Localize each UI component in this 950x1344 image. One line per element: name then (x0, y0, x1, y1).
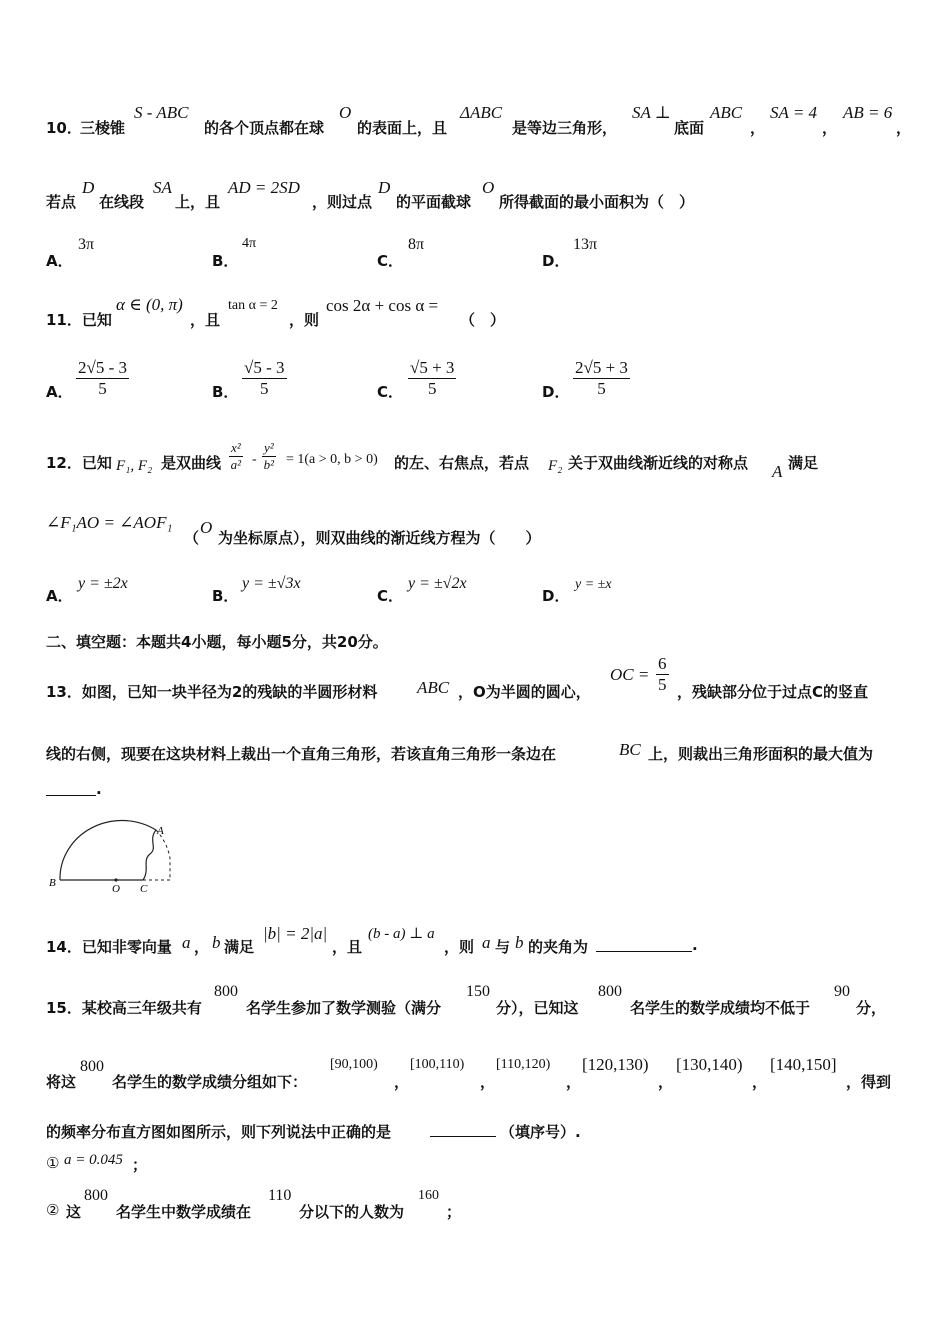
q13-lead-text: 13．如图，已知一块半径为2的残缺的半圆形材料 (46, 683, 378, 701)
q14-math-a: a (182, 933, 191, 952)
q15-text-9: （填序号）. (500, 1123, 581, 1141)
q14-answer-blank[interactable] (596, 951, 692, 952)
q13-figure-missing-arc (156, 830, 170, 880)
q10-math-d2: D (378, 178, 391, 197)
q15-statement-2-end: ； (446, 1203, 462, 1221)
q13-text-4: 上，则裁出三角形面积的最大值为 (648, 745, 874, 763)
q12-math-condition: = 1(a > 0, b > 0) (286, 452, 378, 467)
q12-math-o: O (200, 518, 213, 537)
q13-figure-center-point (114, 878, 117, 881)
q14-text-1: ， (194, 938, 210, 956)
q12-fraction-y-numerator: y² (264, 440, 274, 455)
q10-option-c-label: C． (377, 252, 404, 270)
q12-option-d-value: y = ±x (575, 577, 612, 592)
q10-option-d-value: 13π (573, 236, 598, 253)
q15-statement-2-110: 110 (268, 1187, 292, 1204)
q11-option-a-numerator: 2√5 - 3 (78, 358, 127, 377)
q10-text-5: 底面 (674, 119, 705, 137)
q14-text-3: ，且 (332, 938, 363, 956)
q11-text-2: ，则 (289, 311, 320, 329)
q12-option-b-label: B． (212, 587, 239, 605)
q10-option-a-label: A． (46, 252, 73, 270)
q15-statement-1-end: ； (132, 1156, 148, 1174)
q15-statement-1-mark: ① (46, 1154, 60, 1172)
q14-text-4: ，则 (444, 938, 475, 956)
q14-text-7: . (692, 936, 698, 954)
q10-math-sa: SA (153, 178, 172, 197)
q12-math-a: A (772, 462, 783, 481)
q12-option-b-value: y = ±√3x (242, 575, 301, 592)
q11-option-a-fraction (76, 358, 129, 399)
q15-lead-text: 15．某校高三年级共有 (46, 999, 202, 1017)
q10-math-d: D (82, 178, 95, 197)
q10-math-o2: O (482, 178, 495, 197)
section-2-heading: 二、填空题：本题共4小题，每小题5分，共20分。 (46, 633, 388, 651)
q11-text-3: （ ） (460, 311, 506, 329)
q10-text-2: 的各个顶点都在球 (204, 119, 325, 137)
q13-text-5: . (96, 780, 102, 798)
q13-figure-broken-edge (143, 830, 156, 880)
q15-answer-blank[interactable] (430, 1136, 496, 1137)
q10-text-8: 上，且 (175, 193, 221, 211)
q10-math-sabc: S - ABC (134, 103, 189, 122)
q12-math-angle: ∠F₁AO = ∠AOF₁ (46, 513, 173, 532)
q11-math-tan: tan α = 2 (228, 298, 278, 313)
q15-group-5: [130,140) (676, 1055, 743, 1074)
q12-fraction-x-denominator: a² (230, 457, 242, 472)
q11-option-c-numerator: √5 + 3 (410, 358, 455, 377)
q10-text-6: 若点 (46, 193, 77, 211)
q15-text-8: 的频率分布直方图如图所示，则下列说法中正确的是 (46, 1123, 392, 1141)
q13-math-oc: OC = (610, 665, 650, 684)
q12-math-f2: F₂ (548, 458, 563, 474)
q11-option-a-denominator: 5 (98, 379, 107, 398)
q15-group-3: [110,120) (496, 1057, 551, 1072)
q15-statement-2-160: 160 (418, 1188, 439, 1203)
q10-math-o: O (339, 103, 352, 122)
q11-option-c-label: C． (377, 383, 404, 401)
q14-math-a2: a (482, 933, 491, 952)
q12-text-5: （ (184, 529, 200, 547)
q12-math-foci: F₁, F₂ (116, 458, 153, 474)
q13-figure-label-b: B (49, 877, 56, 889)
q15-text-2: 分），已知这 (496, 999, 579, 1017)
q15-comma-2: ， (480, 1073, 496, 1091)
q15-text-6: 名学生的数学成绩分组如下： (112, 1073, 308, 1091)
q15-math-800a: 800 (214, 983, 238, 1000)
q10-text-1: 三棱锥 (80, 119, 126, 137)
q13-semicircle-figure (46, 818, 176, 894)
q13-math-bc: BC (619, 740, 641, 759)
q13-text-1: ，O为半圆的圆心， (458, 683, 591, 701)
q12-option-a-value: y = ±2x (78, 575, 128, 592)
q11-math-expression: cos 2α + cos α = (326, 296, 439, 315)
q12-fraction-y (262, 440, 276, 473)
q10-sep-2: ， (822, 119, 838, 137)
q11-option-d-numerator: 2√5 + 3 (575, 358, 628, 377)
q15-comma-1: ， (394, 1073, 410, 1091)
q12-option-d-label: D． (542, 587, 570, 605)
q11-option-d-label: D． (542, 383, 570, 401)
q15-statement-2-text-1: 这 (66, 1203, 82, 1221)
q15-comma-3: ， (566, 1073, 582, 1091)
q15-math-90: 90 (834, 983, 850, 1000)
q10-text-11: 所得截面的最小面积为（ ） (499, 193, 695, 211)
q15-math-800b: 800 (598, 983, 622, 1000)
q12-text-6: 为坐标原点），则双曲线的渐近线方程为（ ） (218, 529, 541, 547)
q10-math-ab6: AB = 6 (843, 103, 893, 122)
q15-group-4: [120,130) (582, 1055, 649, 1074)
q10-text-9: ，则过点 (312, 193, 373, 211)
q10-math-triangle: ΔABC (460, 103, 503, 122)
q15-statement-2-mark: ② (46, 1201, 60, 1219)
q15-text-7: ，得到 (846, 1073, 892, 1091)
q15-math-150: 150 (466, 983, 490, 1000)
q14-text-5: 与 (495, 938, 511, 956)
q11-option-a-label: A． (46, 383, 73, 401)
q15-math-800c: 800 (80, 1058, 104, 1075)
q10-text-10: 的平面截球 (396, 193, 472, 211)
q10-text-7: 在线段 (99, 193, 145, 211)
q13-figure-label-a: A (157, 825, 164, 837)
q10-math-ad: AD = 2SD (228, 178, 300, 197)
q11-option-d-denominator: 5 (597, 379, 606, 398)
q14-text-2: 满足 (224, 938, 255, 956)
q15-text-4: 分， (856, 999, 887, 1017)
q12-option-a-label: A． (46, 587, 73, 605)
q10-math-sa4: SA = 4 (770, 103, 818, 122)
q14-math-b: b (212, 933, 221, 952)
q12-text-3: 关于双曲线渐近线的对称点 (568, 454, 749, 472)
q10-option-c-value: 8π (408, 236, 425, 253)
q13-fraction (656, 654, 669, 695)
q12-math-minus: - (252, 452, 257, 467)
q10-option-a-value: 3π (78, 236, 95, 253)
q11-math-alpha-range: α ∈ (0, π) (116, 295, 183, 314)
q12-fraction-x-numerator: x² (231, 440, 241, 455)
q14-lead-text: 14．已知非零向量 (46, 938, 172, 956)
q10-option-d-label: D． (542, 252, 570, 270)
q13-fraction-denominator: 5 (658, 675, 667, 694)
q13-math-abc: ABC (417, 678, 450, 697)
q11-option-b-fraction (242, 358, 287, 399)
q13-text-3: 线的右侧，现要在这块材料上裁出一个直角三角形，若该直角三角形一条边在 (46, 745, 557, 763)
q11-option-c-fraction (408, 358, 456, 399)
q15-comma-4: ， (658, 1073, 674, 1091)
q14-math-b2: b (515, 933, 524, 952)
q15-statement-1-expression: a = 0.045 (64, 1152, 123, 1168)
q12-text-4: 满足 (788, 454, 819, 472)
q11-option-b-label: B． (212, 383, 239, 401)
q11-text-1: ，且 (190, 311, 221, 329)
q15-statement-2-text-2: 名学生中数学成绩在 (116, 1203, 252, 1221)
q11-option-b-numerator: √5 - 3 (244, 358, 285, 377)
q15-statement-2-text-3: 分以下的人数为 (299, 1203, 405, 1221)
q10-math-abc: ABC (710, 103, 743, 122)
q15-group-2: [100,110) (410, 1057, 465, 1072)
q10-number-text: 10． (46, 119, 82, 137)
q10-text-3: 的表面上，且 (357, 119, 448, 137)
q14-math-perp: (b - a) ⊥ a (368, 926, 435, 942)
q12-text-1: 是双曲线 (161, 454, 222, 472)
q10-option-b-label: B． (212, 252, 239, 270)
q12-text-2: 的左、右焦点，若点 (394, 454, 530, 472)
q12-fraction-x (229, 440, 243, 473)
q10-sep-3: ， (896, 119, 912, 137)
q11-lead-text: 11．已知 (46, 311, 112, 329)
q11-option-c-denominator: 5 (427, 379, 437, 398)
q14-math-condition: |b| = 2|a| (263, 924, 328, 943)
q12-lead-text: 12．已知 (46, 454, 112, 472)
q15-comma-5: ， (752, 1073, 768, 1091)
q13-figure-label-o: O (112, 883, 120, 894)
q12-option-c-label: C． (377, 587, 404, 605)
q10-option-b-value: 4π (242, 236, 257, 251)
q13-figure-arc (60, 820, 156, 880)
q10-text-4: 是等边三角形， (512, 119, 618, 137)
q15-text-1: 名学生参加了数学测验（满分 (246, 999, 442, 1017)
q15-group-6: [140,150] (770, 1055, 837, 1074)
q10-math-sa-perp: SA ⊥ (632, 103, 671, 122)
q12-option-c-value: y = ±√2x (408, 575, 467, 592)
q15-group-1: [90,100) (330, 1057, 378, 1072)
q15-text-3: 名学生的数学成绩均不低于 (630, 999, 811, 1017)
q12-fraction-y-denominator: b² (263, 457, 275, 472)
q10-sep-1: ， (750, 119, 766, 137)
q13-answer-blank[interactable] (46, 795, 96, 796)
q11-option-d-fraction (573, 358, 630, 399)
q13-figure-label-c: C (140, 883, 148, 894)
q15-statement-2-800: 800 (84, 1187, 108, 1204)
q14-text-6: 的夹角为 (528, 938, 589, 956)
q13-fraction-numerator: 6 (658, 654, 667, 673)
q11-option-b-denominator: 5 (260, 379, 269, 398)
q13-text-2: ，残缺部分位于过点C的竖直 (677, 683, 869, 701)
q15-text-5: 将这 (46, 1073, 77, 1091)
